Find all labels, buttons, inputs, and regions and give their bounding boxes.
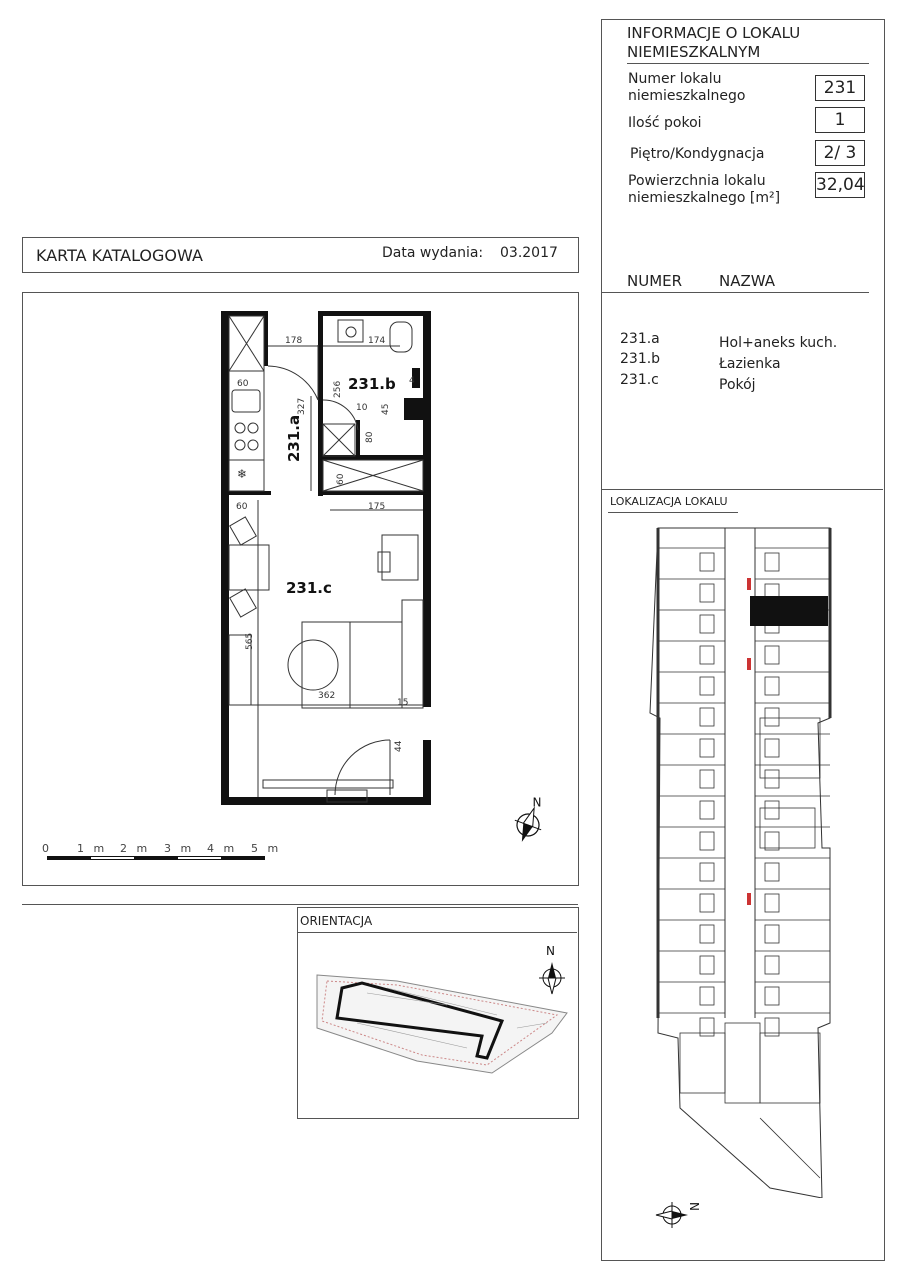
unit-bathroom <box>765 708 779 726</box>
unit-bathroom <box>700 553 714 571</box>
location-title: LOKALIZACJA LOKALU <box>610 495 728 508</box>
dim-565: 565 <box>245 632 255 650</box>
rooms-col-name: NAZWA <box>719 272 776 290</box>
room-label-231c: 231.c <box>286 579 332 597</box>
north-arrow-icon <box>509 790 553 847</box>
unit-bathroom <box>700 956 714 974</box>
floor-plan <box>0 0 600 905</box>
location-north-icon <box>656 1202 688 1228</box>
room-number-a: 231.a <box>620 331 660 347</box>
dim-178: 178 <box>285 336 303 346</box>
unit-bathroom <box>700 894 714 912</box>
rooms-header-rule <box>602 292 869 293</box>
location-title-rule <box>608 512 738 513</box>
unit-bathroom <box>700 677 714 695</box>
info-title-line2: NIEMIESZKALNYM <box>627 43 761 61</box>
room-name-b: Łazienka <box>719 356 781 372</box>
scale-2m: 2 m <box>120 842 151 855</box>
dim-15: 15 <box>397 698 409 708</box>
info-area-value: 32,04 <box>815 172 865 198</box>
dim-175: 175 <box>368 502 386 512</box>
info-title-rule <box>627 63 869 64</box>
unit-bathroom <box>700 708 714 726</box>
dim-327: 327 <box>297 397 307 415</box>
info-row-area-label2: niemieszkalnego [m²] <box>628 190 781 206</box>
room-name-a: Hol+aneks kuch. <box>719 335 838 351</box>
scale-5m: 5 m <box>251 842 282 855</box>
unit-bathroom <box>700 646 714 664</box>
orientation-north-label: N <box>546 944 555 958</box>
dim-174: 174 <box>368 336 386 346</box>
info-row-rooms-label: Ilość pokoi <box>628 115 702 131</box>
room-label-231a: 231.a <box>285 414 303 462</box>
unit-bathroom <box>765 987 779 1005</box>
unit-bathroom <box>700 615 714 633</box>
scale-4m: 4 m <box>207 842 238 855</box>
info-floor-value: 2/ 3 <box>815 140 865 166</box>
info-row-number-label2: niemieszkalnego <box>628 88 746 104</box>
unit-bathroom <box>700 987 714 1005</box>
unit-bathroom <box>700 863 714 881</box>
scale-3m: 3 m <box>164 842 195 855</box>
svg-text:N: N <box>532 795 542 810</box>
info-rooms-value: 1 <box>815 107 865 133</box>
unit-bathroom <box>700 925 714 943</box>
location-north-label: N <box>687 1202 701 1211</box>
issue-date: 03.2017 <box>500 245 558 261</box>
unit-bathroom <box>765 956 779 974</box>
orientation-site-map <box>297 933 577 1117</box>
room-label-231b: 231.b <box>348 375 396 393</box>
svg-text:60: 60 <box>237 379 249 389</box>
unit-bathroom <box>765 863 779 881</box>
unit-bathroom <box>765 925 779 943</box>
unit-bathroom <box>765 770 779 788</box>
scale-0: 0 <box>42 842 52 855</box>
unit-bathroom <box>765 677 779 695</box>
dim-362: 362 <box>318 691 336 701</box>
dim-60-bath: 60 <box>336 473 346 485</box>
unit-bathroom <box>700 832 714 850</box>
building-location-plan <box>640 518 840 1198</box>
location-top-rule <box>602 489 883 490</box>
room-number-b: 231.b <box>620 351 661 367</box>
dim-80: 80 <box>365 431 375 443</box>
dim-45: 45 <box>381 403 391 415</box>
orientation-title: ORIENTACJA <box>300 914 373 928</box>
info-title-line1: INFORMACJE O LOKALU <box>627 24 801 42</box>
room-number-c: 231.c <box>620 372 659 388</box>
location-north-arrow <box>650 1195 710 1235</box>
info-row-floor-label: Piętro/Kondygnacja <box>630 146 765 162</box>
selected-unit-marker <box>750 596 828 626</box>
unit-bathroom <box>765 894 779 912</box>
dim-10: 10 <box>356 403 368 413</box>
info-row-number-label1: Numer lokalu <box>628 71 722 87</box>
card-title: KARTA KATALOGOWA <box>36 246 203 265</box>
svg-text:❄: ❄ <box>237 467 248 481</box>
room-name-c: Pokój <box>719 377 756 393</box>
dim-60-room: 60 <box>236 502 248 512</box>
orientation-north-icon <box>539 962 565 994</box>
unit-bathroom <box>765 646 779 664</box>
unit-bathroom <box>700 801 714 819</box>
unit-bathroom <box>765 832 779 850</box>
info-row-area-label1: Powierzchnia lokalu <box>628 173 766 189</box>
unit-bathroom <box>700 770 714 788</box>
dim-44: 44 <box>394 740 404 752</box>
scale-1m: 1 m <box>77 842 108 855</box>
unit-bathroom <box>765 553 779 571</box>
dim-256: 256 <box>333 380 343 398</box>
unit-bathroom <box>765 739 779 757</box>
unit-bathroom <box>700 584 714 602</box>
rooms-col-number: NUMER <box>627 272 683 290</box>
unit-bathroom <box>700 739 714 757</box>
dim-4: 4 <box>409 376 415 386</box>
unit-bathroom <box>765 801 779 819</box>
info-number-value: 231 <box>815 75 865 101</box>
issue-date-label: Data wydania: <box>382 245 484 261</box>
